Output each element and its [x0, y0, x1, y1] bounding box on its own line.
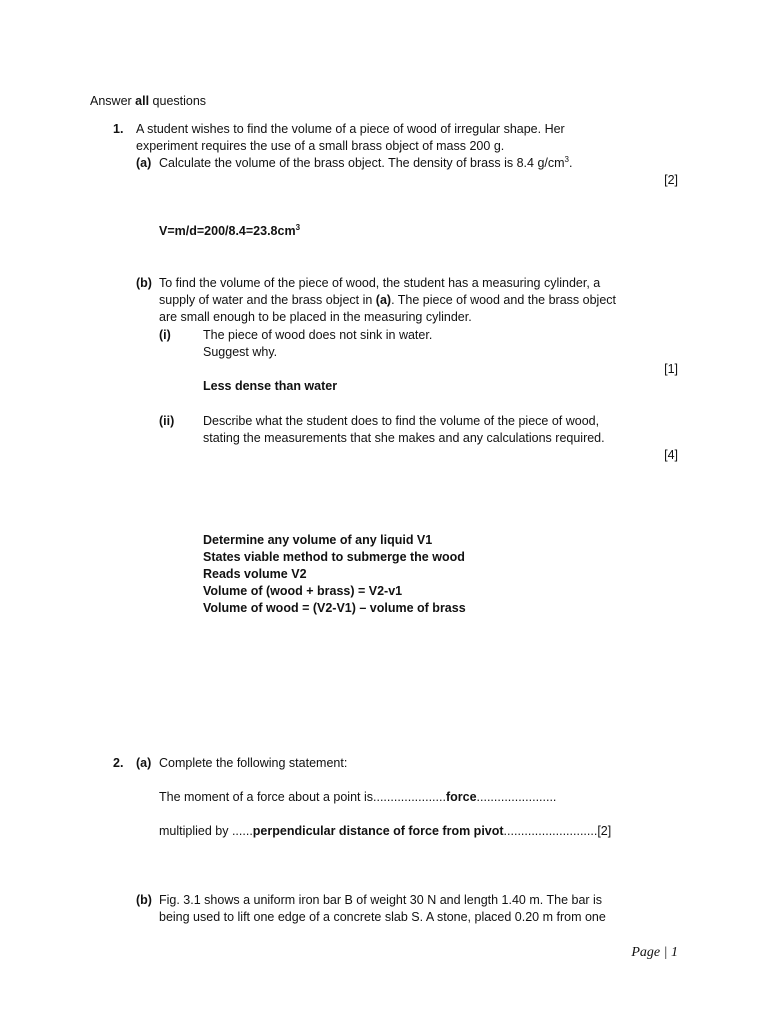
- question-1-intro-line-1: A student wishes to find the volume of a piece of wood of irregular shape. Her: [136, 122, 565, 136]
- q1bi-line-2: Suggest why.: [203, 345, 278, 359]
- q2a-answer-force: force: [445, 790, 477, 804]
- q1b-line-2-pre: supply of water and the brass object in: [159, 293, 376, 307]
- q1bi-line-1: The piece of wood does not sink in water.: [203, 328, 433, 342]
- footer-page-number: 1: [671, 945, 678, 960]
- q1bii-line-2: stating the measurements that she makes and any calculations required.: [203, 431, 605, 445]
- q2a-label: (a): [136, 756, 152, 770]
- q2a-line-1-pre: The moment of a force about a point is.....................: [159, 790, 446, 804]
- instructions-prefix: Answer: [90, 94, 136, 108]
- q1b-label: (b): [136, 276, 152, 290]
- q1a-answer: [159, 223, 300, 240]
- q2a-statement-line-2: [159, 823, 611, 840]
- q2a-line-2-post: ...........................[2]: [503, 824, 612, 838]
- q1bii-label: (ii): [159, 414, 175, 428]
- footer-separator: |: [663, 945, 668, 960]
- q1b-line-2: [159, 292, 616, 309]
- q1b-line-3: are small enough to be placed in the measuring cylinder.: [159, 310, 472, 324]
- q1bi-marks: [1]: [664, 362, 678, 376]
- q2a-line-1-post: .......................: [476, 790, 557, 804]
- q1b-line-2-post: . The piece of wood and the brass object: [391, 293, 616, 307]
- q2b-label: (b): [136, 893, 152, 907]
- q1a-label: (a): [136, 156, 152, 170]
- q1bii-answer-line-5: Volume of wood = (V2-V1) – volume of brass: [203, 601, 466, 615]
- q1a-question-end: .: [568, 156, 573, 170]
- q1a-question-superscript: 3: [564, 155, 569, 164]
- q1bii-answer-line-3: Reads volume V2: [203, 567, 307, 581]
- page-footer: [631, 944, 678, 961]
- q1bii-marks: [4]: [664, 448, 678, 462]
- q1a-marks: [2]: [664, 173, 678, 187]
- question-1-number: 1.: [113, 122, 124, 136]
- q2a-answer-distance: perpendicular distance of force from pivot: [252, 824, 504, 838]
- q1bii-line-1: Describe what the student does to find the volume of the piece of wood,: [203, 414, 600, 428]
- q1a-question: [159, 155, 572, 172]
- q1bi-answer: Less dense than water: [203, 379, 338, 393]
- instructions-suffix: questions: [149, 94, 207, 108]
- q1bii-answer-line-1: Determine any volume of any liquid V1: [203, 533, 433, 547]
- q2a-question: Complete the following statement:: [159, 756, 348, 770]
- footer-page-label: Page: [631, 945, 661, 960]
- instructions-emphasis: all: [135, 94, 150, 108]
- q2a-line-2-pre: multiplied by ......: [159, 824, 253, 838]
- q1bi-label: (i): [159, 328, 171, 342]
- question-2-number: 2.: [113, 756, 124, 770]
- question-1-intro-line-2: experiment requires the use of a small brass object of mass 200 g.: [136, 139, 505, 153]
- q1a-answer-text: V=m/d=200/8.4=23.8cm: [159, 224, 296, 238]
- instructions: [90, 93, 206, 110]
- q1b-line-2-reference: (a): [375, 293, 392, 307]
- q2a-statement-line-1: [159, 789, 556, 806]
- q2b-line-1: Fig. 3.1 shows a uniform iron bar B of weight 30 N and length 1.40 m. The bar is: [159, 893, 603, 907]
- q1b-line-1: To find the volume of the piece of wood, the student has a measuring cylinder, a: [159, 276, 601, 290]
- q1bii-answer-line-2: States viable method to submerge the wood: [203, 550, 465, 564]
- q2b-line-2: being used to lift one edge of a concrete slab S. A stone, placed 0.20 m from one: [159, 910, 606, 924]
- q1a-question-text: Calculate the volume of the brass object. The density of brass is 8.4 g/cm: [159, 156, 565, 170]
- q1a-answer-superscript: 3: [295, 223, 301, 232]
- q1bii-answer-line-4: Volume of (wood + brass) = V2-v1: [203, 584, 403, 598]
